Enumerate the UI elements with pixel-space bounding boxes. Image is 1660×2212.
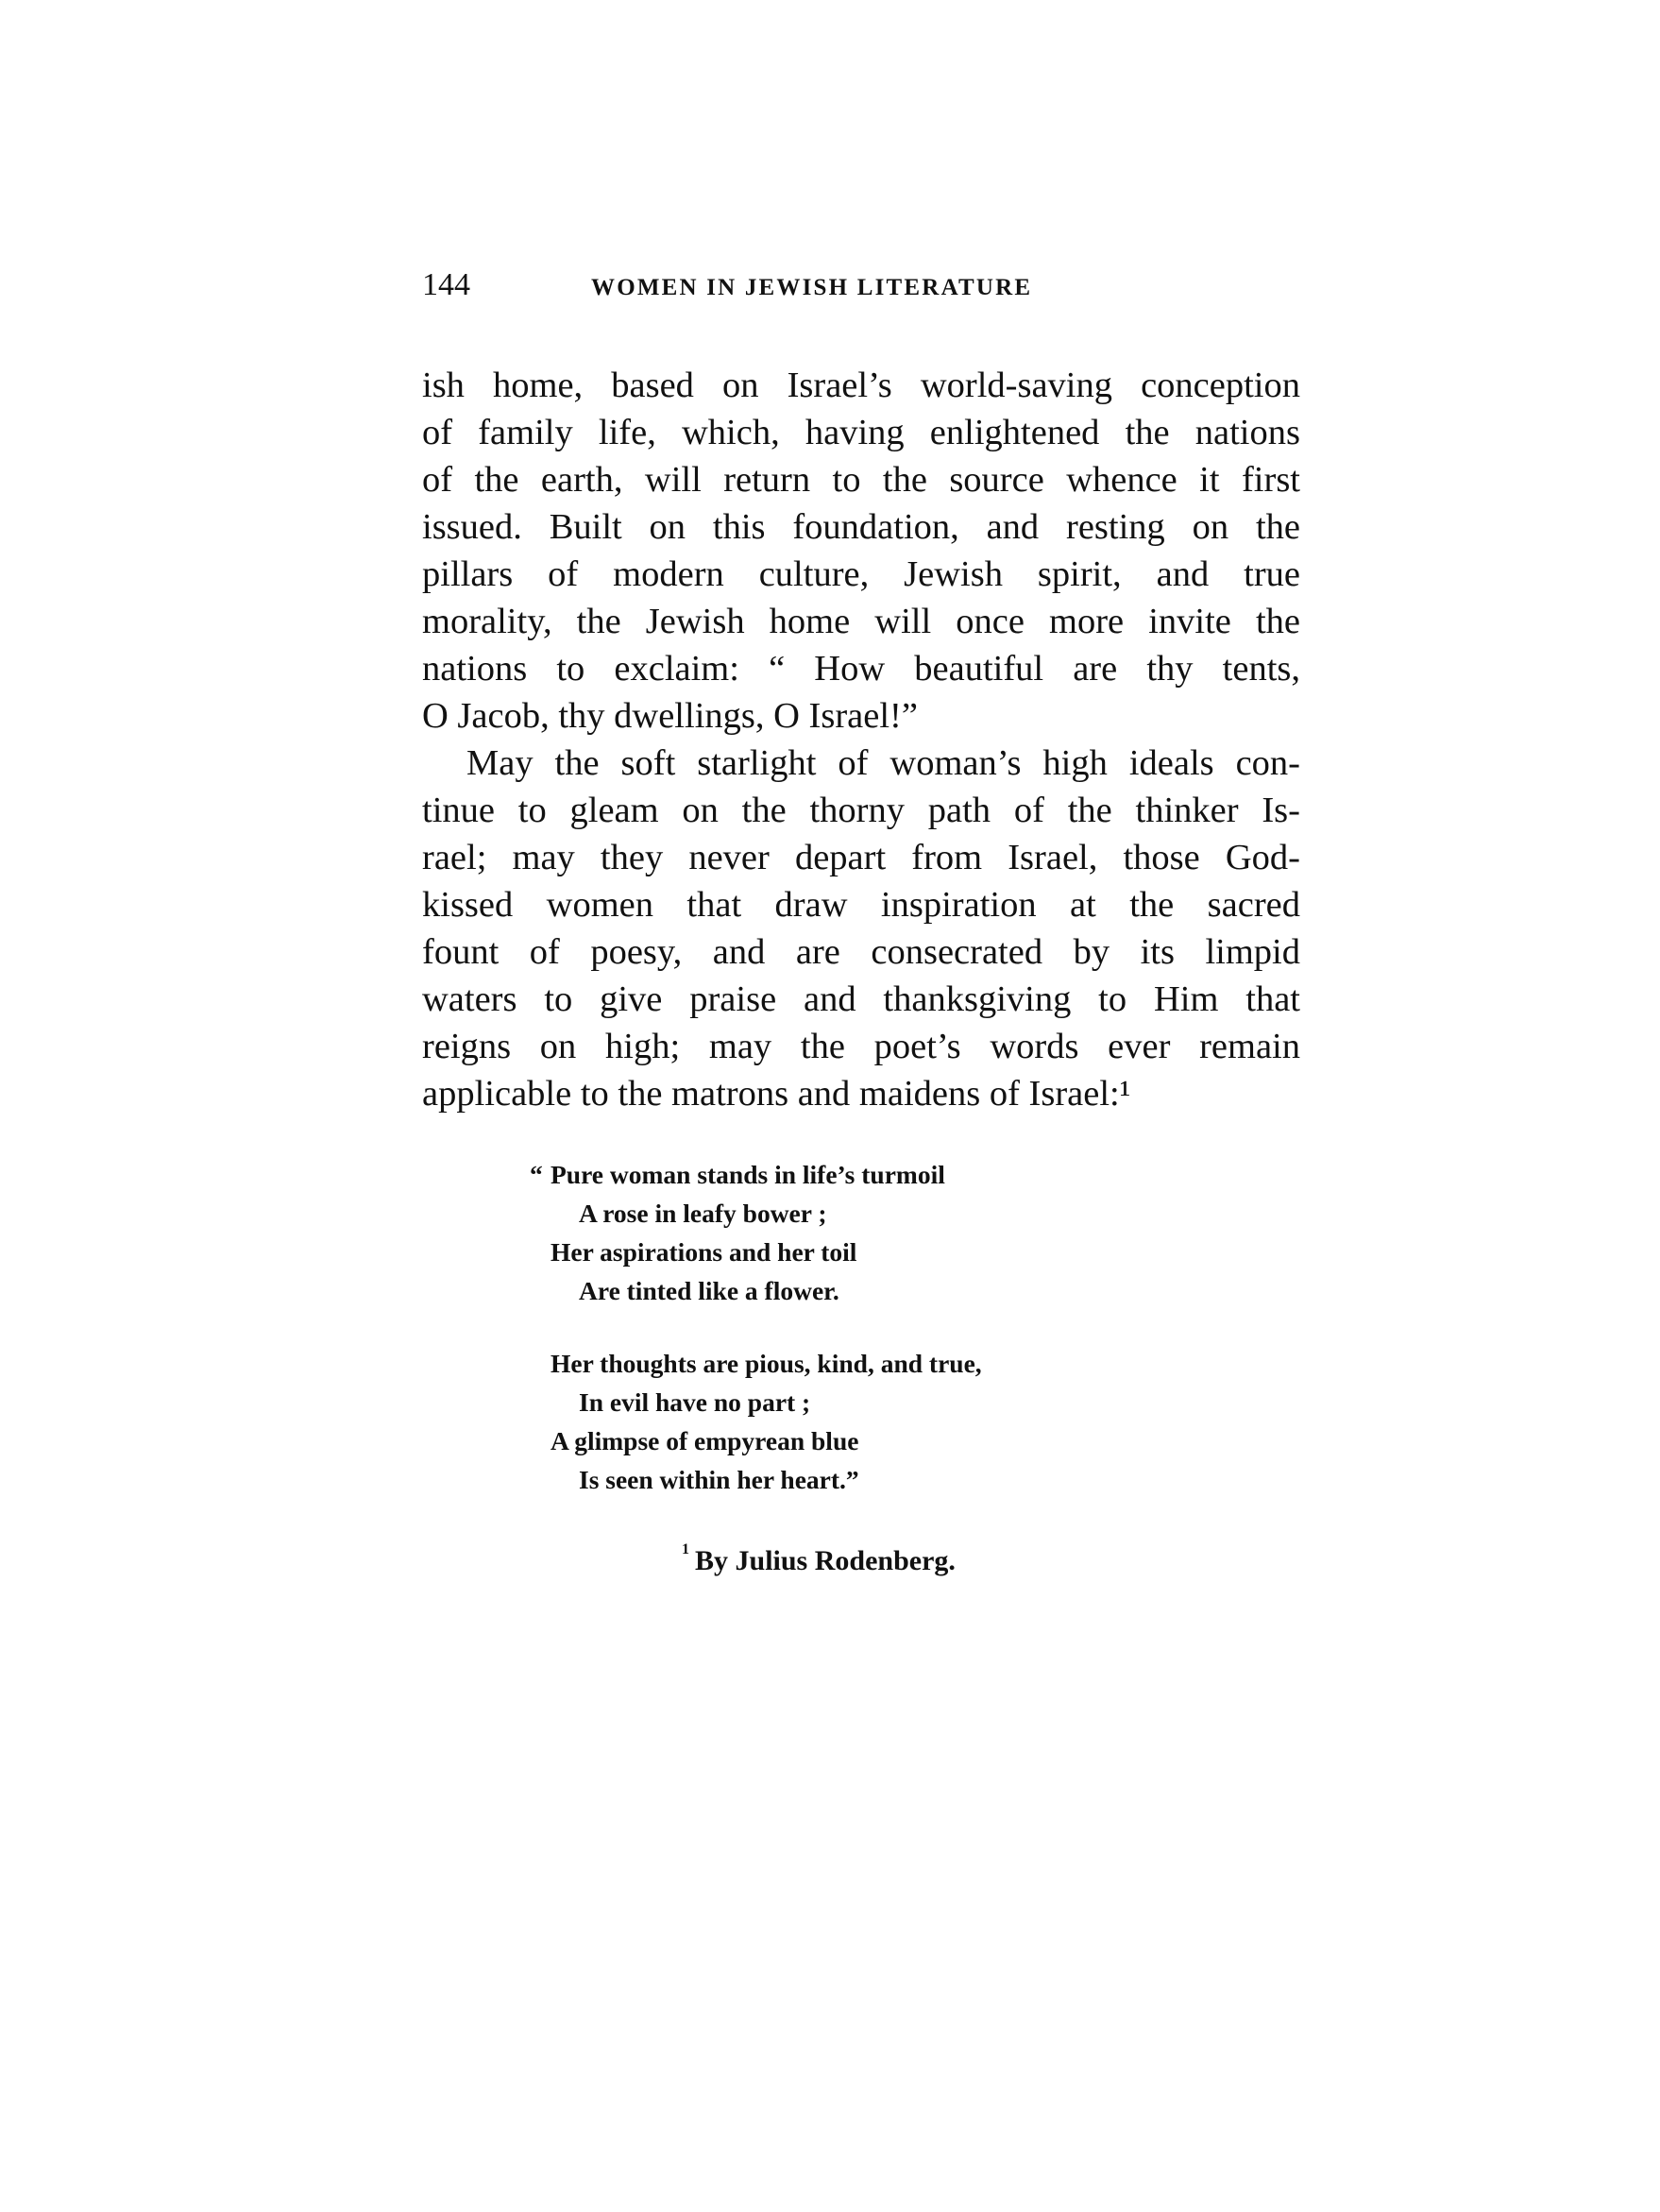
page-number: 144 — [422, 267, 470, 302]
text-line: pillars of modern culture, Jewish spirit, and true — [422, 554, 1300, 594]
footnote — [682, 1540, 1310, 1582]
text-line: of family life, which, having enlightened the nations — [422, 413, 1300, 452]
paragraph-2 — [422, 740, 1300, 1117]
page-header — [422, 267, 1310, 324]
text-line: rael; may they never depart from Israel, those God- — [422, 838, 1300, 877]
text-line: May the soft starlight of woman’s high ideals con- — [466, 743, 1300, 783]
text-line: kissed women that draw inspiration at the sacred — [422, 885, 1300, 925]
poem-stanza-2 — [530, 1344, 1310, 1499]
text-line: tinue to gleam on the thorny path of the thinker Is- — [422, 791, 1300, 830]
text-line: applicable to the matrons and maidens of Israel:¹ — [422, 1074, 1131, 1114]
poem-stanza-1 — [530, 1155, 1310, 1310]
poem-line-text: Pure woman stands in life’s turmoil — [551, 1160, 945, 1189]
text-line: of the earth, will return to the source whence it first — [422, 460, 1300, 500]
running-title: WOMEN IN JEWISH LITERATURE — [591, 275, 1033, 300]
text-line: waters to give praise and thanksgiving to Him that — [422, 979, 1300, 1019]
poem-line — [530, 1155, 1310, 1194]
poem-line: Her thoughts are pious, kind, and true, — [551, 1349, 982, 1378]
poem-line: Is seen within her heart.” — [579, 1465, 859, 1494]
text-line: ish home, based on Israel’s world-saving conception — [422, 366, 1300, 405]
poem-line: Are tinted like a flower. — [579, 1276, 839, 1305]
book-page — [422, 267, 1310, 1582]
poem-line: Her aspirations and her toil — [551, 1237, 857, 1267]
open-quote: “ — [530, 1160, 543, 1189]
text-line: nations to exclaim: “ How beautiful are thy tents, — [422, 649, 1300, 689]
poem-line: In evil have no part ; — [579, 1387, 811, 1417]
poem-line: A rose in leafy bower ; — [579, 1199, 827, 1228]
footnote-marker: 1 — [682, 1541, 689, 1557]
text-line: fount of poesy, and are consecrated by its limpid — [422, 932, 1300, 972]
text-line: O Jacob, thy dwellings, O Israel!” — [422, 696, 918, 736]
poem-line: A glimpse of empyrean blue — [551, 1426, 859, 1455]
text-line: reigns on high; may the poet’s words ever remain — [422, 1027, 1300, 1066]
footnote-text: By Julius Rodenberg. — [695, 1545, 956, 1576]
text-line: morality, the Jewish home will once more invite the — [422, 602, 1300, 641]
paragraph-1 — [422, 362, 1300, 740]
text-line: issued. Built on this foundation, and resting on the — [422, 507, 1300, 547]
